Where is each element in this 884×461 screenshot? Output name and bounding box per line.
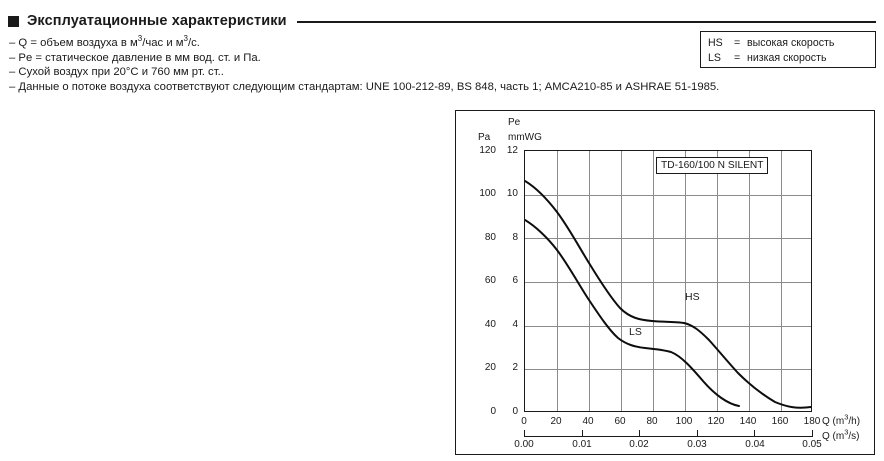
sec-tick-0 <box>524 430 525 437</box>
legend-eq-ls: = <box>734 52 741 64</box>
xtick-m3h-180: 180 <box>803 416 821 427</box>
square-bullet-icon <box>8 16 19 27</box>
page-title: Эксплуатационные характеристики <box>27 13 287 29</box>
ytick-pa-20: 20 <box>484 362 496 373</box>
y-axis-label-pa: Pa <box>478 132 491 143</box>
x-axis-label-m3s: Q $(m^3/s)$ <box>822 427 860 442</box>
ytick-mmwg-6: 6 <box>512 275 518 286</box>
xtick-m3s-002: 0.02 <box>629 439 649 450</box>
legend-key-hs: HS <box>708 37 723 49</box>
model-label: TD-160/100 N SILENT <box>656 157 768 174</box>
curve-hs <box>525 181 811 408</box>
ytick-pa-0: 0 <box>490 406 496 417</box>
ytick-pa-40: 40 <box>484 319 496 330</box>
legend-text-hs: высокая скорость <box>747 37 835 49</box>
xtick-m3s-004: 0.04 <box>745 439 765 450</box>
ytick-pa-100: 100 <box>479 188 496 199</box>
ytick-mmwg-2: 2 <box>512 362 518 373</box>
ytick-mmwg-8: 8 <box>512 232 518 243</box>
note-1-mid: /час и м <box>142 37 184 49</box>
sec-tick-5 <box>812 430 813 437</box>
xtick-m3h-20: 20 <box>550 416 562 427</box>
ytick-mmwg-10: 10 <box>506 188 518 199</box>
xtick-m3s-005: 0.05 <box>802 439 822 450</box>
xtick-m3h-140: 140 <box>739 416 757 427</box>
legend-text-ls: низкая скорость <box>747 52 827 64</box>
xtick-m3h-60: 60 <box>614 416 626 427</box>
xtick-m3s-001: 0.01 <box>572 439 592 450</box>
sec-tick-2 <box>639 430 640 437</box>
curve-ls <box>525 220 739 406</box>
xtick-m3h-120: 120 <box>707 416 725 427</box>
sec-tick-1 <box>582 430 583 437</box>
ytick-pa-80: 80 <box>484 232 496 243</box>
speed-legend <box>700 31 876 68</box>
note-1-sup-1: 3 <box>137 34 143 44</box>
note-1-sup-2: 3 <box>183 34 188 44</box>
xtick-m3s-0: 0.00 <box>514 439 534 450</box>
ytick-pa-120: 120 <box>479 145 496 156</box>
sec-tick-3 <box>697 430 698 437</box>
xtick-m3h-40: 40 <box>582 416 594 427</box>
plot-area <box>524 150 812 412</box>
legend-eq-hs: = <box>734 37 741 49</box>
ytick-pa-60: 60 <box>484 275 496 286</box>
xtick-m3h-160: 160 <box>771 416 789 427</box>
note-line-4: – Данные о потоке воздуха соответствуют следующим стандартам: UNE 100-212-89, BS 848, часть 1; AMCA210-85 и ASHRAE 51-1985. <box>9 80 720 93</box>
xtick-m3s-003: 0.03 <box>687 439 707 450</box>
ytick-mmwg-12: 12 <box>506 145 518 156</box>
sec-tick-4 <box>754 430 755 437</box>
y-axis-label-mmwg: mmWG <box>508 132 542 143</box>
x-axis-label-m3h: Q $(m^3/h)$ <box>822 412 861 427</box>
ytick-mmwg-4: 4 <box>512 319 518 330</box>
performance-chart <box>455 110 875 455</box>
legend-row-ls <box>708 51 875 66</box>
annotation-ls: LS <box>629 326 642 338</box>
header-divider <box>297 21 876 23</box>
secondary-axis-line <box>524 436 812 437</box>
note-1-post: /с. <box>187 37 200 49</box>
curves-svg <box>525 151 811 411</box>
xtick-m3h-100: 100 <box>675 416 693 427</box>
note-line-3: – Сухой воздух при 20°C и 760 мм рт. ст.. <box>9 66 224 79</box>
xtick-m3h-0: 0 <box>521 416 527 427</box>
legend-row-hs <box>708 36 875 51</box>
annotation-hs: HS <box>685 291 700 303</box>
note-1-pre: – Q = объем воздуха в м <box>9 37 138 49</box>
xtick-m3h-80: 80 <box>646 416 658 427</box>
ytick-mmwg-0: 0 <box>512 406 518 417</box>
note-line-2: – Pe = статическое давление в мм вод. ст. и Па. <box>9 51 261 64</box>
y-axis-unit-header: Pe <box>508 117 521 128</box>
legend-key-ls: LS <box>708 52 721 64</box>
